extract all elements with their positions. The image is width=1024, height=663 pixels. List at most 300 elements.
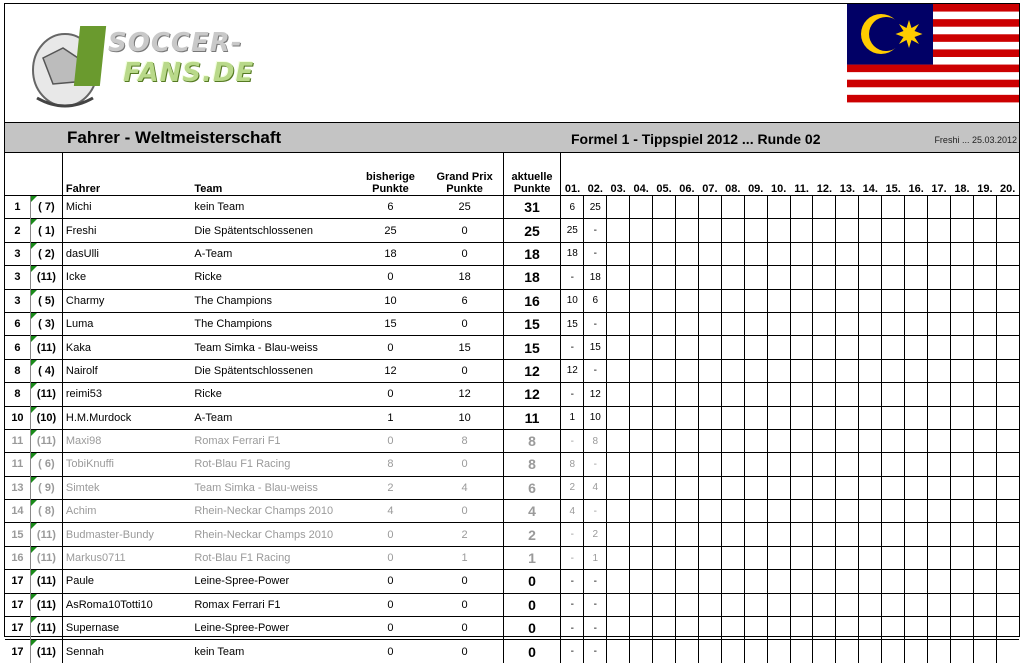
prev-rank-value: ( 2) <box>38 247 55 260</box>
team-cell: The Champions <box>194 312 354 335</box>
round-cell <box>675 336 698 359</box>
driver-name-cell: H.M.Murdock <box>62 406 194 429</box>
round-cell <box>973 476 996 499</box>
round-cell <box>813 593 836 616</box>
gp-points-cell: 0 <box>426 453 503 476</box>
rank-cell: 10 <box>5 406 30 429</box>
round-cell <box>721 242 744 265</box>
round-cell <box>859 383 882 406</box>
round-cell <box>767 500 790 523</box>
round-cell <box>698 640 721 663</box>
round-cell <box>630 523 653 546</box>
driver-name-cell: Budmaster-Bundy <box>62 523 194 546</box>
round-cell <box>813 383 836 406</box>
round-header: 07. <box>698 153 721 196</box>
current-points-cell: 31 <box>503 196 561 219</box>
round-cell <box>928 359 951 382</box>
prev-rank-value: ( 6) <box>38 458 55 471</box>
round-cell <box>928 640 951 663</box>
round-header: 05. <box>653 153 676 196</box>
current-points-cell: 12 <box>503 383 561 406</box>
current-points-cell: 0 <box>503 593 561 616</box>
round-cell <box>951 453 974 476</box>
round-cell <box>859 289 882 312</box>
round-cell <box>721 546 744 569</box>
round-cell <box>675 242 698 265</box>
round-cell <box>698 383 721 406</box>
rank-cell: 15 <box>5 523 30 546</box>
current-points-cell: 15 <box>503 312 561 335</box>
team-cell: The Champions <box>194 289 354 312</box>
rank-cell: 11 <box>5 453 30 476</box>
comment-marker-icon <box>31 547 37 553</box>
current-points-cell: 18 <box>503 266 561 289</box>
round-header: 10. <box>767 153 790 196</box>
gp-points-cell: 4 <box>426 476 503 499</box>
round-cell <box>882 359 905 382</box>
malaysia-flag-icon <box>847 4 1019 110</box>
round-cell <box>675 359 698 382</box>
gp-points-cell: 6 <box>426 289 503 312</box>
round-cell: - <box>561 640 584 663</box>
team-cell: Rot-Blau F1 Racing <box>194 453 354 476</box>
team-cell: kein Team <box>194 196 354 219</box>
round-cell <box>744 312 767 335</box>
round-cell <box>630 266 653 289</box>
round-cell <box>698 429 721 452</box>
round-cell: 4 <box>584 476 607 499</box>
round-cell <box>653 383 676 406</box>
table-row <box>5 593 1019 616</box>
round-cell <box>973 312 996 335</box>
round-cell <box>928 289 951 312</box>
round-cell <box>813 640 836 663</box>
round-cell <box>813 546 836 569</box>
round-cell <box>928 196 951 219</box>
round-cell <box>698 453 721 476</box>
round-cell <box>653 219 676 242</box>
round-cell <box>721 570 744 593</box>
prev-rank-cell <box>30 289 62 312</box>
gp-points-cell: 8 <box>426 429 503 452</box>
rank-cell: 6 <box>5 312 30 335</box>
rank-cell: 8 <box>5 359 30 382</box>
round-cell <box>653 266 676 289</box>
round-header: 20. <box>996 153 1019 196</box>
round-cell: 18 <box>584 266 607 289</box>
round-cell <box>675 546 698 569</box>
round-cell <box>813 219 836 242</box>
round-cell <box>905 359 928 382</box>
round-cell <box>607 453 630 476</box>
prior-points-cell: 0 <box>354 593 426 616</box>
round-cell <box>653 593 676 616</box>
round-cell <box>721 429 744 452</box>
round-cell <box>767 266 790 289</box>
round-cell <box>630 289 653 312</box>
round-cell <box>721 383 744 406</box>
round-cell <box>859 500 882 523</box>
round-cell <box>698 312 721 335</box>
round-cell <box>996 266 1019 289</box>
round-cell: 8 <box>561 453 584 476</box>
round-cell <box>813 336 836 359</box>
prior-points-cell: 12 <box>354 359 426 382</box>
round-cell <box>836 523 859 546</box>
round-cell <box>928 383 951 406</box>
prev-rank-cell <box>30 453 62 476</box>
round-cell <box>836 219 859 242</box>
prior-points-cell: 15 <box>354 312 426 335</box>
round-cell <box>630 219 653 242</box>
round-cell <box>859 570 882 593</box>
round-cell: - <box>584 570 607 593</box>
team-cell: Die Spätentschlossenen <box>194 359 354 382</box>
round-cell <box>698 617 721 640</box>
round-cell <box>675 640 698 663</box>
round-cell <box>767 570 790 593</box>
round-cell <box>744 476 767 499</box>
round-cell <box>951 383 974 406</box>
round-cell <box>767 289 790 312</box>
round-cell <box>698 266 721 289</box>
round-cell: - <box>561 570 584 593</box>
round-cell <box>744 453 767 476</box>
round-cell: 25 <box>561 219 584 242</box>
table-row <box>5 570 1019 593</box>
round-cell <box>928 593 951 616</box>
round-cell <box>744 359 767 382</box>
round-cell <box>813 406 836 429</box>
round-cell <box>928 336 951 359</box>
prev-rank-cell <box>30 546 62 569</box>
gp-points-cell: 12 <box>426 383 503 406</box>
author-date: Freshi ... 25.03.2012 <box>934 135 1017 145</box>
round-cell <box>721 219 744 242</box>
team-cell: Die Spätentschlossenen <box>194 219 354 242</box>
round-cell <box>653 570 676 593</box>
round-cell <box>675 289 698 312</box>
round-cell: - <box>584 593 607 616</box>
round-cell <box>607 546 630 569</box>
rank-cell: 16 <box>5 546 30 569</box>
round-cell <box>973 500 996 523</box>
round-cell <box>790 359 813 382</box>
prev-rank-cell <box>30 593 62 616</box>
round-cell <box>790 453 813 476</box>
team-cell: Leine-Spree-Power <box>194 617 354 640</box>
round-cell <box>882 593 905 616</box>
rank-cell: 17 <box>5 593 30 616</box>
round-cell: - <box>584 453 607 476</box>
comment-marker-icon <box>31 219 37 225</box>
round-cell <box>859 359 882 382</box>
round-cell <box>607 617 630 640</box>
round-cell <box>653 500 676 523</box>
round-cell <box>813 570 836 593</box>
round-cell <box>744 523 767 546</box>
round-cell <box>630 242 653 265</box>
driver-name-cell: AsRoma10Totti10 <box>62 593 194 616</box>
team-cell: Romax Ferrari F1 <box>194 429 354 452</box>
prev-rank-value: ( 9) <box>38 481 55 494</box>
gp-points-cell: 18 <box>426 266 503 289</box>
round-cell <box>698 593 721 616</box>
prev-rank-cell <box>30 266 62 289</box>
round-cell <box>905 523 928 546</box>
comment-marker-icon <box>31 313 37 319</box>
gp-points-cell: 15 <box>426 336 503 359</box>
driver-name-cell: Paule <box>62 570 194 593</box>
round-cell <box>859 453 882 476</box>
table-row <box>5 476 1019 499</box>
round-cell <box>744 429 767 452</box>
rank-cell: 1 <box>5 196 30 219</box>
round-cell <box>905 570 928 593</box>
standings-table <box>5 153 1019 663</box>
round-cell <box>859 640 882 663</box>
round-header: 03. <box>607 153 630 196</box>
round-cell <box>790 219 813 242</box>
prev-rank-cell <box>30 406 62 429</box>
round-cell <box>653 617 676 640</box>
round-cell <box>698 570 721 593</box>
round-cell <box>790 523 813 546</box>
round-cell: - <box>584 500 607 523</box>
round-header: 02. <box>584 153 607 196</box>
round-cell <box>767 383 790 406</box>
table-row <box>5 289 1019 312</box>
round-cell <box>744 289 767 312</box>
round-cell <box>607 476 630 499</box>
round-cell <box>767 546 790 569</box>
round-cell <box>882 219 905 242</box>
table-row <box>5 406 1019 429</box>
round-cell <box>996 289 1019 312</box>
game-round-title: Formel 1 - Tippspiel 2012 ... Runde 02 <box>571 131 821 147</box>
round-cell <box>996 593 1019 616</box>
round-header: 01. <box>561 153 584 196</box>
rank-cell: 2 <box>5 219 30 242</box>
round-cell <box>813 500 836 523</box>
gp-points-cell: 1 <box>426 546 503 569</box>
round-cell <box>744 219 767 242</box>
prev-rank-cell <box>30 359 62 382</box>
round-cell <box>813 312 836 335</box>
round-cell <box>721 312 744 335</box>
comment-marker-icon <box>31 196 37 202</box>
round-cell: - <box>584 617 607 640</box>
prev-rank-value: (11) <box>36 528 56 541</box>
current-points-cell: 0 <box>503 570 561 593</box>
round-cell <box>653 523 676 546</box>
round-cell: - <box>584 312 607 335</box>
round-cell <box>928 266 951 289</box>
round-cell <box>675 570 698 593</box>
round-cell <box>973 266 996 289</box>
round-cell <box>996 196 1019 219</box>
round-cell <box>951 593 974 616</box>
round-cell <box>721 406 744 429</box>
prev-rank-value: (10) <box>36 411 57 424</box>
round-cell <box>973 289 996 312</box>
current-points-cell: 8 <box>503 429 561 452</box>
round-cell <box>882 289 905 312</box>
gp-header-line1: Grand Prix <box>436 171 493 183</box>
round-cell <box>653 406 676 429</box>
team-cell: A-Team <box>194 406 354 429</box>
round-cell <box>836 289 859 312</box>
round-cell <box>790 312 813 335</box>
prev-rank-value: (11) <box>36 388 56 401</box>
round-header: 13. <box>836 153 859 196</box>
team-cell: Romax Ferrari F1 <box>194 593 354 616</box>
round-cell <box>653 546 676 569</box>
standings-sheet <box>4 3 1020 660</box>
round-cell <box>790 242 813 265</box>
round-cell <box>721 196 744 219</box>
round-cell <box>607 640 630 663</box>
rank-cell: 17 <box>5 640 30 663</box>
round-cell <box>744 406 767 429</box>
round-cell <box>836 359 859 382</box>
round-cell: 2 <box>584 523 607 546</box>
round-cell <box>790 640 813 663</box>
round-cell <box>630 500 653 523</box>
rank-cell: 3 <box>5 289 30 312</box>
round-header: 06. <box>675 153 698 196</box>
round-cell: 2 <box>561 476 584 499</box>
round-cell <box>859 219 882 242</box>
round-cell: - <box>561 383 584 406</box>
table-row <box>5 359 1019 382</box>
comment-marker-icon <box>31 500 37 506</box>
round-cell <box>905 312 928 335</box>
prev-rank-value: (11) <box>36 341 56 354</box>
round-cell <box>721 593 744 616</box>
table-row <box>5 383 1019 406</box>
round-cell: 18 <box>561 242 584 265</box>
round-cell <box>973 640 996 663</box>
prev-rank-cell <box>30 523 62 546</box>
prior-points-cell: 0 <box>354 336 426 359</box>
prior-points-cell: 25 <box>354 219 426 242</box>
round-cell <box>744 546 767 569</box>
round-cell <box>951 429 974 452</box>
round-cell <box>996 242 1019 265</box>
comment-marker-icon <box>31 407 37 413</box>
round-cell <box>653 289 676 312</box>
round-cell: 15 <box>584 336 607 359</box>
round-cell <box>951 219 974 242</box>
round-cell <box>973 242 996 265</box>
rank-cell: 17 <box>5 570 30 593</box>
team-header: Team <box>194 153 354 196</box>
rank-cell: 17 <box>5 617 30 640</box>
rank-cell: 3 <box>5 266 30 289</box>
round-cell <box>951 523 974 546</box>
round-cell <box>951 406 974 429</box>
round-cell <box>859 406 882 429</box>
driver-name-cell: Luma <box>62 312 194 335</box>
prior-points-cell: 0 <box>354 383 426 406</box>
gp-points-cell: 0 <box>426 219 503 242</box>
round-cell <box>836 570 859 593</box>
round-cell: - <box>561 546 584 569</box>
comment-marker-icon <box>31 243 37 249</box>
prev-rank-cell <box>30 476 62 499</box>
prior-points-cell: 0 <box>354 640 426 663</box>
table-row <box>5 617 1019 640</box>
prior-points-cell: 0 <box>354 523 426 546</box>
round-cell <box>675 617 698 640</box>
team-cell: Rot-Blau F1 Racing <box>194 546 354 569</box>
prev-rank-header <box>30 153 62 196</box>
driver-name-cell: Maxi98 <box>62 429 194 452</box>
round-cell <box>790 406 813 429</box>
current-points-cell: 18 <box>503 242 561 265</box>
round-cell <box>744 640 767 663</box>
round-cell <box>653 640 676 663</box>
round-header: 04. <box>630 153 653 196</box>
round-cell <box>951 640 974 663</box>
logo-text-bottom: FANS.DE <box>123 58 255 88</box>
round-cell <box>744 617 767 640</box>
comment-marker-icon <box>31 453 37 459</box>
round-cell <box>790 196 813 219</box>
round-cell <box>882 383 905 406</box>
round-cell <box>813 266 836 289</box>
round-cell: 10 <box>561 289 584 312</box>
team-cell: kein Team <box>194 640 354 663</box>
table-row <box>5 266 1019 289</box>
round-cell <box>767 429 790 452</box>
gp-points-cell: 25 <box>426 196 503 219</box>
round-cell <box>675 312 698 335</box>
round-cell <box>698 406 721 429</box>
round-cell <box>607 266 630 289</box>
prev-rank-cell <box>30 429 62 452</box>
current-points-cell: 11 <box>503 406 561 429</box>
current-points-cell: 12 <box>503 359 561 382</box>
rank-cell: 6 <box>5 336 30 359</box>
current-points-cell: 15 <box>503 336 561 359</box>
round-cell <box>813 359 836 382</box>
driver-name-cell: Charmy <box>62 289 194 312</box>
round-header: 18. <box>951 153 974 196</box>
round-cell <box>630 453 653 476</box>
prev-rank-cell <box>30 617 62 640</box>
table-row <box>5 429 1019 452</box>
round-cell <box>996 500 1019 523</box>
round-cell <box>698 336 721 359</box>
round-cell <box>928 546 951 569</box>
round-cell: - <box>561 593 584 616</box>
round-cell <box>973 570 996 593</box>
round-cell <box>675 196 698 219</box>
round-cell <box>836 593 859 616</box>
round-cell <box>905 266 928 289</box>
round-cell: 6 <box>584 289 607 312</box>
team-cell: Team Simka - Blau-weiss <box>194 476 354 499</box>
round-cell <box>951 312 974 335</box>
prev-rank-cell <box>30 219 62 242</box>
round-cell <box>675 406 698 429</box>
round-cell <box>951 546 974 569</box>
round-cell <box>767 242 790 265</box>
round-cell <box>905 617 928 640</box>
prior-header-line1: bisherige <box>366 171 415 183</box>
